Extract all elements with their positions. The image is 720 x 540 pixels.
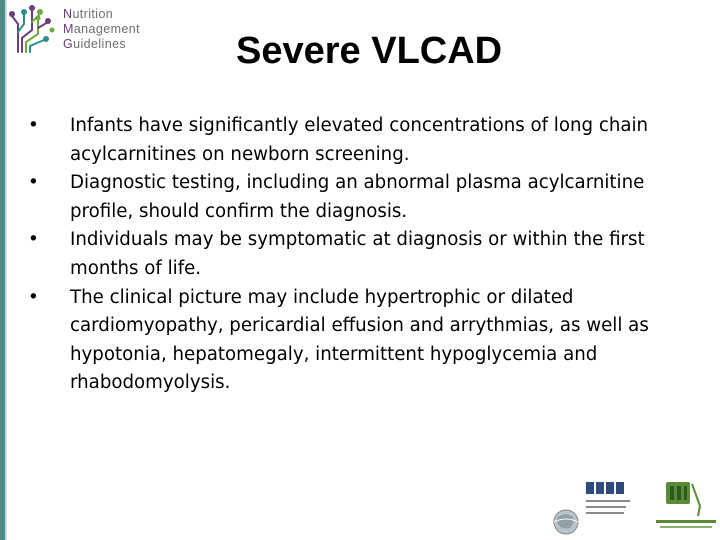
bullet-list <box>28 112 698 398</box>
slide-left-border-accent <box>5 0 7 540</box>
bullet-text: Diagnostic testing, including an abnormal plasma acylcarnitine profile, should confirm the diagnosis. <box>70 172 645 222</box>
gmdi-logo <box>656 482 716 528</box>
bullet-item <box>28 112 698 169</box>
logo-line-nutrition: Nutrition <box>63 7 114 21</box>
bullet-marker: • <box>28 172 39 194</box>
bullet-item <box>28 284 698 398</box>
bullet-marker: • <box>28 229 39 251</box>
bullet-text: Individuals may be symptomatic at diagnosis or within the first months of life. <box>70 229 645 279</box>
bullet-item <box>28 169 698 226</box>
sern-globe-logo <box>554 482 630 534</box>
bullet-marker: • <box>28 286 39 308</box>
bullet-item <box>28 226 698 283</box>
sern-wordmark <box>586 482 624 494</box>
footer-logos <box>550 476 720 540</box>
bullet-marker: • <box>28 115 39 136</box>
bullet-text: Infants have significantly elevated concentrations of long chain acylcarnitines on newborn screening. <box>70 115 649 165</box>
logo-line-management: Management <box>63 22 140 36</box>
slide-title: Severe VLCAD <box>236 30 503 72</box>
nmg-logo-text <box>63 7 140 52</box>
nmg-logo <box>8 2 178 58</box>
logo-line-guidelines: Guidelines <box>63 37 127 51</box>
circuit-tree-icon <box>8 2 60 54</box>
bullet-text: The clinical picture may include hypertrophic or dilated cardiomyopathy, pericardial effusion and arrythmias, as well as hypotonia, hepatomegaly, intermittent hypoglycemia and rhabodomyolysis. <box>70 286 649 394</box>
